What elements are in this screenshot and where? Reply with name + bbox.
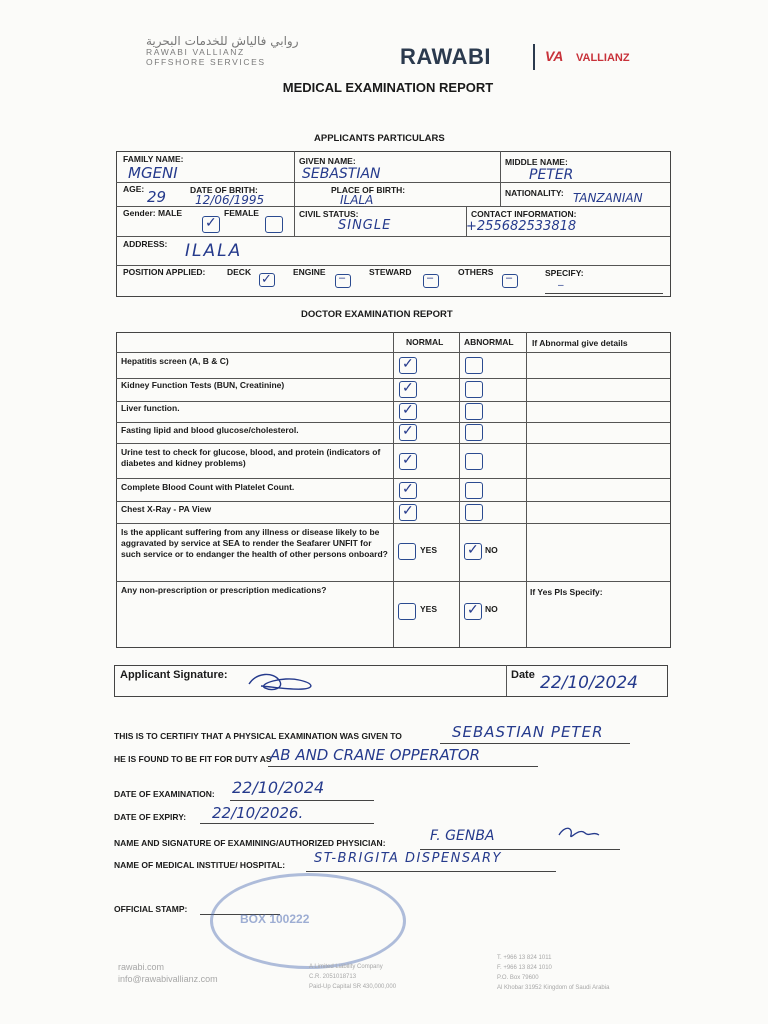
applicant-signature-label: Applicant Signature: xyxy=(120,669,228,681)
footer-fax: F. +966 13 824 1010 xyxy=(497,965,552,971)
fit-for-duty-statement: HE IS FOUND TO BE FIT FOR DUTY AS xyxy=(114,754,272,764)
cbc-normal-tick: ✓ xyxy=(402,480,414,496)
illness-no-label: NO xyxy=(485,545,498,555)
footer-po-box: P.O. Box 79600 xyxy=(497,975,539,981)
age-label: AGE: xyxy=(123,184,145,194)
institute-label: NAME OF MEDICAL INSTITUE/ HOSPITAL: xyxy=(114,860,286,870)
others-label: OTHERS xyxy=(458,267,494,277)
signature-date-value: 22/10/2024 xyxy=(540,673,638,693)
cbc-abnormal-checkbox[interactable] xyxy=(465,482,483,499)
place-of-birth-label: PLACE OF BIRTH: xyxy=(331,185,406,195)
female-checkbox[interactable] xyxy=(265,216,283,233)
footer-email[interactable]: info@rawabivallianz.com xyxy=(118,974,218,984)
row-cbc-label: Complete Blood Count with Platelet Count. xyxy=(121,482,295,492)
contact-value: +255682533818 xyxy=(466,219,577,234)
steward-dash: – xyxy=(427,272,434,284)
liver-normal-tick: ✓ xyxy=(402,401,414,417)
medication-no-tick: ✓ xyxy=(467,601,479,617)
expiry-date-value: 22/10/2026. xyxy=(212,804,304,822)
male-check-mark: ✓ xyxy=(205,214,217,230)
exam-date-label: DATE OF EXAMINATION: xyxy=(114,789,215,799)
urine-normal-tick: ✓ xyxy=(402,451,414,467)
row-urine-label: Urine test to check for glucose, blood, and protein (indicators of diabetes and kidney problems) xyxy=(121,447,381,468)
footer-capital: Paid-Up Capital SR 430,000,000 xyxy=(309,984,397,990)
institute-value: ST-BRIGITA DISPENSARY xyxy=(314,851,502,866)
rawabi-logo: RAWABI xyxy=(400,44,491,69)
gender-female-label: FEMALE xyxy=(224,208,259,218)
row-liver-label: Liver function. xyxy=(121,403,180,413)
row-illness-label: Is the applicant suffering from any illness or disease likely to be aggravated by service at SEA to render the Seafarer UNFIT for such service or to endanger the health of other persons onboard? xyxy=(121,527,388,559)
physician-label: NAME AND SIGNATURE OF EXAMINING/AUTHORIZED PHYSICIAN: xyxy=(114,838,386,848)
hepatitis-normal-tick: ✓ xyxy=(402,355,414,371)
duty-value: AB AND CRANE OPPERATOR xyxy=(270,746,481,764)
nationality-label: NATIONALITY: xyxy=(505,188,564,198)
family-name-label: FAMILY NAME: xyxy=(123,154,184,164)
xray-normal-tick: ✓ xyxy=(402,502,414,518)
contact-label: CONTACT INFORMATION: xyxy=(471,209,577,219)
civil-status-value: SINGLE xyxy=(338,218,392,233)
hepatitis-abnormal-checkbox[interactable] xyxy=(465,357,483,374)
footer-address: Al Khobar 31952 Kingdom of Saudi Arabia xyxy=(497,985,610,991)
footer-company-type: A Limited Liability Company xyxy=(309,964,383,970)
middle-name-label: MIDDLE NAME: xyxy=(505,157,568,167)
steward-label: STEWARD xyxy=(369,267,412,277)
gender-male-label: Gender: MALE xyxy=(123,208,183,218)
lipid-abnormal-checkbox[interactable] xyxy=(465,424,483,441)
kidney-normal-tick: ✓ xyxy=(402,379,414,395)
family-name-value: MGENI xyxy=(128,164,178,182)
others-dash: – xyxy=(506,272,513,284)
medication-yes-label: YES xyxy=(420,604,438,614)
engine-dash: – xyxy=(339,272,346,284)
footer-website[interactable]: rawabi.com xyxy=(118,962,165,972)
kidney-abnormal-checkbox[interactable] xyxy=(465,381,483,398)
row-kidney-label: Kidney Function Tests (BUN, Creatinine) xyxy=(121,380,285,390)
col-normal-header: NORMAL xyxy=(406,337,444,347)
row-lipid-label: Fasting lipid and blood glucose/cholesterol. xyxy=(121,425,299,435)
footer-phone: T. +966 13 824 1011 xyxy=(497,955,552,961)
row-medication-label: Any non-prescription or prescription medications? xyxy=(121,585,327,595)
footer-cr-number: C.R. 2051018713 xyxy=(309,974,357,980)
company-subtitle: OFFSHORE SERVICES xyxy=(146,57,266,67)
liver-abnormal-checkbox[interactable] xyxy=(465,403,483,420)
specify-dash: – xyxy=(558,280,564,291)
deck-check-mark: ✓ xyxy=(261,271,272,286)
age-value: 29 xyxy=(147,188,167,206)
medication-no-label: NO xyxy=(485,604,498,614)
given-name-label: GIVEN NAME: xyxy=(299,156,356,166)
address-label: ADDRESS: xyxy=(123,239,168,249)
position-label: POSITION APPLIED: xyxy=(123,267,206,277)
civil-status-label: CIVIL STATUS: xyxy=(299,209,359,219)
xray-abnormal-checkbox[interactable] xyxy=(465,504,483,521)
applicant-section-title: APPLICANTS PARTICULARS xyxy=(314,133,445,144)
specify-label: SPECIFY: xyxy=(545,268,584,278)
official-stamp-text: BOX 100222 xyxy=(240,912,310,926)
deck-label: DECK xyxy=(227,267,252,277)
doctor-section-title: DOCTOR EXAMINATION REPORT xyxy=(301,309,453,320)
engine-label: ENGINE xyxy=(293,267,326,277)
logo-divider xyxy=(533,44,535,70)
middle-name-value: PETER xyxy=(529,167,574,183)
exam-date-value: 22/10/2024 xyxy=(232,778,325,797)
page-title: MEDICAL EXAMINATION REPORT xyxy=(282,80,494,95)
urine-abnormal-checkbox[interactable] xyxy=(465,453,483,470)
row-xray-label: Chest X-Ray - PA View xyxy=(121,504,212,514)
physician-name: F. GENBA xyxy=(430,828,495,844)
address-value: ILALA xyxy=(185,241,243,261)
lipid-normal-tick: ✓ xyxy=(402,422,414,438)
illness-no-tick: ✓ xyxy=(467,541,479,557)
certify-statement: THIS IS TO CERTIFIY THAT A PHYSICAL EXAMINATION WAS GIVEN TO xyxy=(114,731,402,741)
dob-label: DATE OF BRITH: xyxy=(190,185,258,195)
company-name: RAWABI VALLIANZ xyxy=(146,47,245,57)
col-abnormal-header: ABNORMAL xyxy=(464,337,514,347)
dob-value: 12/06/1995 xyxy=(195,193,265,207)
expiry-date-label: DATE OF EXPIRY: xyxy=(114,812,187,822)
vallianz-logo: VALLIANZ xyxy=(576,52,630,64)
physician-signature xyxy=(555,823,605,845)
medication-yes-checkbox[interactable] xyxy=(398,603,416,620)
examined-person-name: SEBASTIAN PETER xyxy=(452,723,604,741)
company-arabic-name: روابي فالياش للخدمات البحرية xyxy=(146,34,299,48)
row-hepatitis-label: Hepatitis screen (A, B & C) xyxy=(121,356,229,366)
if-yes-specify-label: If Yes Pls Specify: xyxy=(530,587,603,597)
nationality-value: TANZANIAN xyxy=(573,191,643,205)
applicant-signature xyxy=(243,670,323,694)
given-name-value: SEBASTIAN xyxy=(302,166,381,182)
official-stamp-label: OFFICIAL STAMP: xyxy=(114,904,188,914)
signature-date-label: Date xyxy=(511,669,535,681)
vallianz-logo-mark: VA xyxy=(545,48,564,64)
illness-yes-label: YES xyxy=(420,545,438,555)
col-details-header: If Abnormal give details xyxy=(532,338,628,348)
place-of-birth-value: ILALA xyxy=(340,193,374,207)
illness-yes-checkbox[interactable] xyxy=(398,543,416,560)
